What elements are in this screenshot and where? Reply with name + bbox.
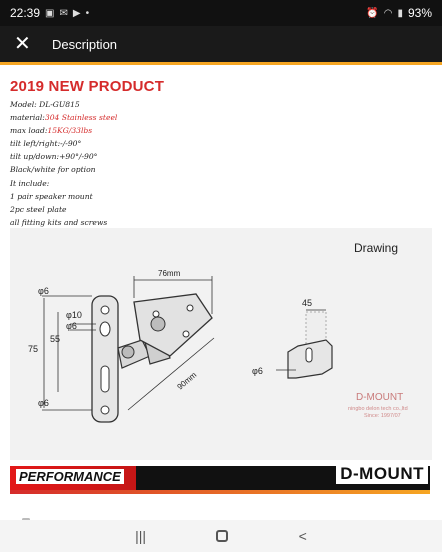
dim-h75: 75: [28, 344, 39, 354]
system-nav-bar: [0, 520, 442, 552]
signal-icon: ▮: [397, 7, 403, 19]
spec-line: 2pc steel plate: [10, 204, 67, 214]
spec-line: tilt up/down:+90°/-90°: [10, 152, 98, 162]
wall-plate: [92, 296, 118, 422]
page-title: Description: [52, 36, 118, 52]
battery-level: 93%: [407, 6, 432, 20]
dim-phi6-top: φ6: [38, 286, 49, 296]
dim-w76: 76mm: [158, 269, 181, 278]
image-notification-icon: ▣: [45, 7, 55, 19]
side-plate-drawing: [276, 310, 332, 378]
back-icon[interactable]: <: [298, 528, 307, 544]
alarm-icon: ⏰: [366, 7, 379, 19]
technical-drawing: [10, 228, 432, 460]
status-time: 22:39: [10, 6, 41, 20]
spec-line: max load:15KG/33lbs: [10, 126, 93, 136]
dot-icon: •: [85, 7, 90, 19]
home-icon[interactable]: [216, 530, 228, 542]
close-icon[interactable]: ✕: [14, 33, 31, 55]
performance-label: PERFORMANCE: [16, 469, 124, 484]
mail-notification-icon: ✉: [59, 7, 68, 19]
watermark-line2: Since: 1997/07: [364, 413, 401, 419]
youtube-notification-icon: ▶: [72, 7, 81, 19]
spec-line: tilt left/right:-/-90°: [10, 139, 82, 149]
performance-banner: [0, 460, 442, 512]
dim-phi10: φ10: [66, 310, 82, 320]
dim-phi6-bottom: φ6: [38, 398, 49, 408]
dim-phi6-mid: φ6: [66, 321, 77, 331]
spec-line: Black/white for option: [10, 165, 96, 175]
banner-stripe: [10, 490, 430, 494]
watermark-line1: ningbo delon tech co.,ltd: [348, 406, 408, 412]
product-headline: 2019 NEW PRODUCT: [10, 78, 165, 95]
brand-logo: D-MOUNT: [336, 464, 428, 484]
dim-phi6-plate: φ6: [252, 366, 263, 376]
spec-line: material:304 Stainless steel: [10, 113, 118, 123]
spec-line: Model: DL-GU815: [10, 100, 80, 109]
drawing-illustration: [10, 228, 432, 460]
app-bar: [0, 26, 442, 62]
description-content[interactable]: [0, 65, 442, 520]
wifi-icon: ◠: [383, 7, 393, 19]
status-bar: [0, 0, 442, 26]
spec-list: [10, 98, 117, 229]
spec-line: all fitting kits and screws: [10, 217, 108, 227]
dim-d90: 90mm: [175, 370, 199, 392]
dim-h55: 55: [50, 334, 61, 344]
spec-line: 1 pair speaker mount: [10, 191, 93, 201]
drawing-title: Drawing: [353, 241, 398, 255]
recents-icon[interactable]: |||: [135, 528, 147, 544]
dim-w45: 45: [302, 298, 313, 308]
watermark-brand: D-MOUNT: [356, 392, 404, 403]
spec-line: It include:: [10, 178, 50, 188]
